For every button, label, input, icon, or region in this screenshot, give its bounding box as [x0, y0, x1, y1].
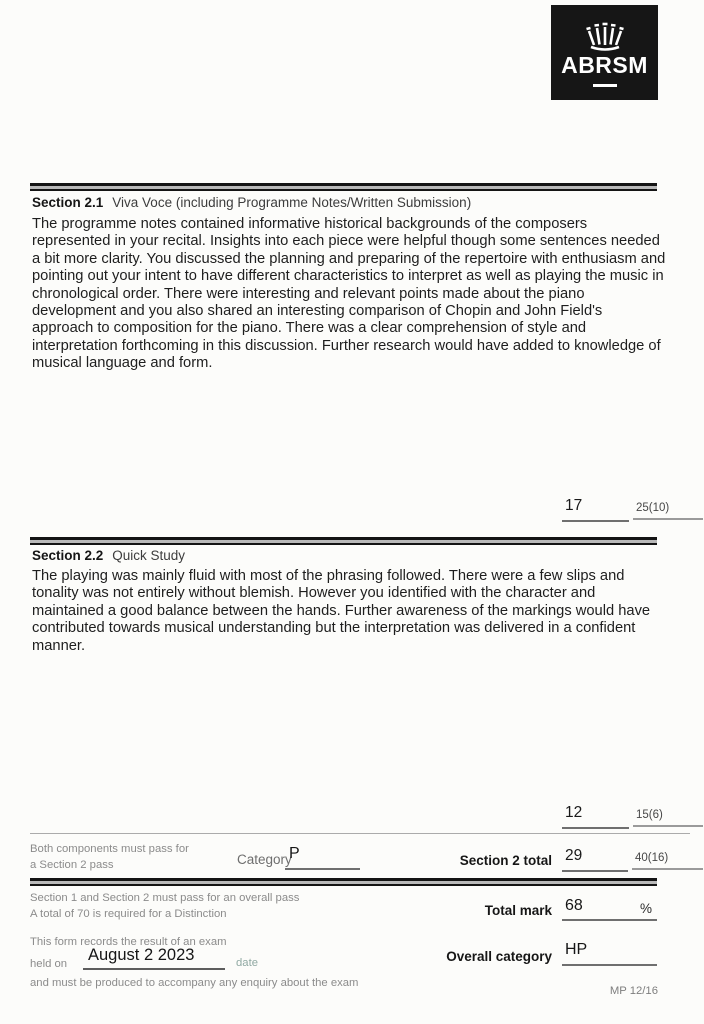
held-on-label: held on	[30, 958, 68, 970]
total-mark-label: Total mark	[484, 903, 552, 918]
overall-pass-note	[30, 891, 299, 922]
section-2-2-subtitle: Quick Study	[112, 548, 186, 563]
form-reference: MP 12/16	[609, 985, 658, 997]
section-2-2-header	[32, 548, 185, 563]
overall-category-label: Overall category	[446, 949, 552, 964]
summary-separator-rule	[30, 833, 690, 834]
overall-top-rule	[30, 878, 657, 886]
section-2-2-title: Section 2.2	[32, 548, 104, 563]
date-caption: date	[236, 957, 258, 969]
section-2-1-max-mark: 25(10)	[633, 502, 703, 520]
section-2-1-title: Section 2.1	[32, 195, 104, 210]
overall-pass-note-line2: A total of 70 is required for a Distinction	[30, 907, 227, 920]
section-2-pass-note	[30, 842, 189, 873]
section-2-2-max-mark: 15(6)	[633, 809, 703, 827]
section-2-total-field: 29	[562, 847, 628, 872]
section-2-total-label: Section 2 total	[459, 853, 552, 868]
category-label: Category	[237, 852, 292, 867]
section-2-pass-note-line1: Both components must pass for	[30, 843, 189, 855]
section-2-2-top-rule	[30, 537, 657, 545]
category-field: P	[285, 845, 360, 870]
logo-rule	[593, 84, 617, 87]
enquiry-line: and must be produced to accompany any enquiry about the exam	[30, 977, 359, 989]
section-2-1-mark-field: 17	[562, 497, 629, 522]
abrsm-logo	[551, 5, 658, 100]
crown-icon	[578, 18, 632, 54]
record-line: This form records the result of an exam	[30, 936, 227, 948]
logo-brand-text: ABRSM	[561, 52, 648, 78]
section-2-pass-note-line2: a Section 2 pass	[30, 858, 114, 871]
section-2-2-mark-field: 12	[562, 804, 629, 829]
section-2-2-comments: The playing was mainly fluid with most of the phrasing followed. There were a few slips and tonality was not entirely without blemish. However you identified with the character and maintained a good balance between the hands. Further awareness of the markings would have contributed towards musical understanding but the interpretation was delivered in a confident manner.	[32, 568, 651, 654]
percent-sign: %	[640, 901, 653, 916]
exam-date-field: August 2 2023	[83, 946, 225, 970]
section-2-1-comments: The programme notes contained informative historical backgrounds of the composers represented in your recital. Insights into each piece were helpful though some sentences needed a bit more clarity. You discussed the planning and preparing of the repertoire with enthusiasm and pointing out your intent to have different characteristics to interpret as well as playing the music in chronological order. There were interesting and relevant points made about the piano development and you also shared an interesting comparison of Chopin and John Field's approach to composition for the piano. There was a clear comprehension of style and interpretation forthcoming in this discussion. Further research would have added to knowledge of musical language and form.	[32, 216, 666, 372]
overall-category-field: HP	[562, 941, 657, 966]
section-2-1-subtitle: Viva Voce (including Programme Notes/Written Submission)	[112, 195, 472, 210]
overall-pass-note-line1: Section 1 and Section 2 must pass for an overall pass	[30, 892, 300, 904]
total-mark-field: 68	[562, 897, 657, 921]
section-2-total-max: 40(16)	[632, 852, 703, 870]
section-2-1-header	[32, 195, 471, 210]
section-2-1-top-rule	[30, 183, 657, 191]
